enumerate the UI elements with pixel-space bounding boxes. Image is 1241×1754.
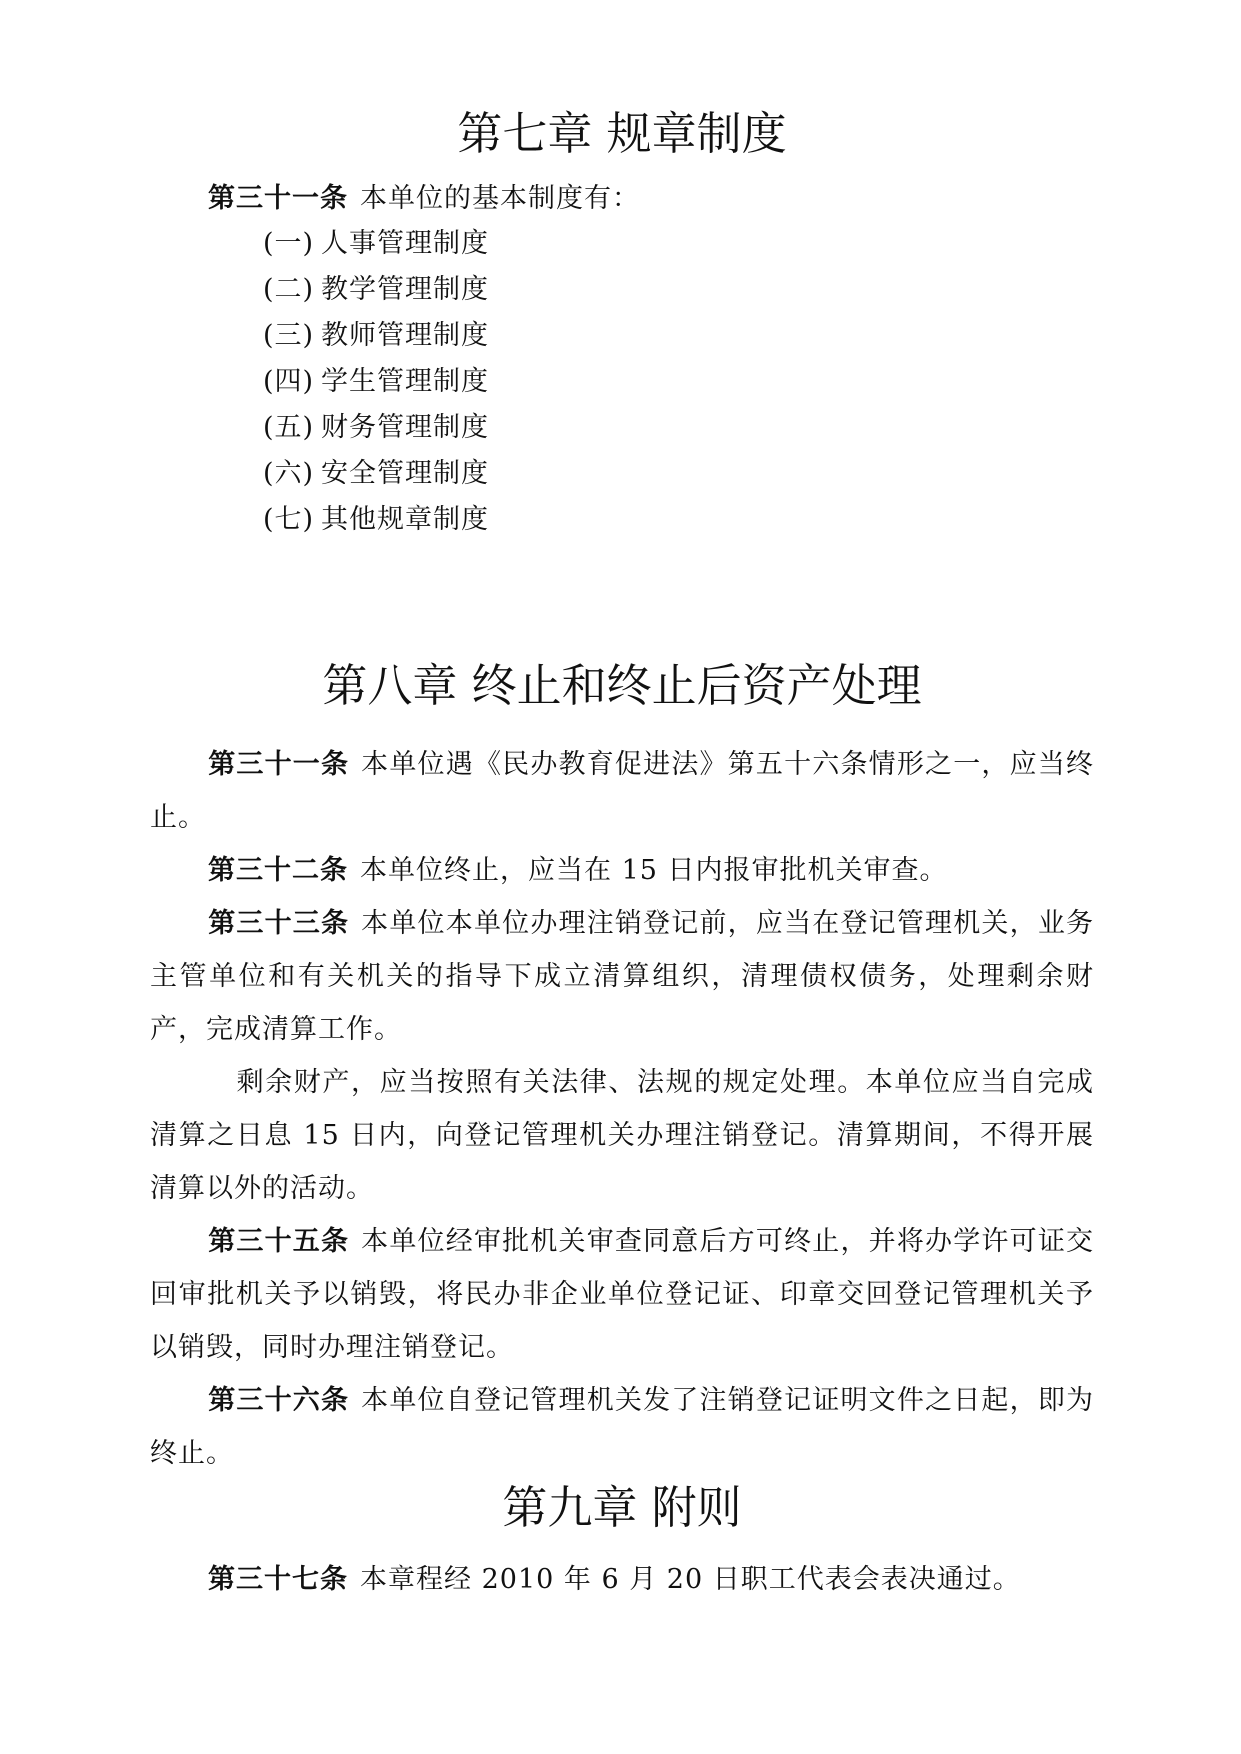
list-item [263, 500, 489, 540]
chapter-8-article-33 [150, 897, 1094, 1056]
article-label: 第三十一条 [208, 183, 348, 214]
chapter-8-article-36 [150, 1374, 1094, 1480]
chapter-8-article-32 [150, 844, 1094, 897]
article-text: 本单位的基本制度有： [360, 183, 640, 214]
chapter-8-article-35 [150, 1215, 1094, 1374]
list-item [263, 362, 489, 402]
article-label: 第三十六条 [208, 1385, 350, 1416]
chapter-8-article-33-continued [150, 1056, 1094, 1215]
article-label: 第三十五条 [208, 1226, 350, 1257]
list-item-text: 其他规章制度 [321, 504, 489, 535]
list-item [263, 454, 489, 494]
list-item [263, 270, 489, 310]
list-item-text: 教学管理制度 [321, 274, 489, 305]
list-item-text: 财务管理制度 [321, 412, 489, 443]
article-text: 本单位遇《民办教育促进法》第五十六条情形之一，应当终止。 [150, 749, 1095, 833]
article-label: 第三十二条 [208, 855, 348, 886]
article-label: 第三十一条 [208, 749, 350, 780]
list-item [263, 224, 489, 264]
list-item-number: (六) [263, 458, 315, 489]
list-item [263, 316, 489, 356]
list-item [263, 408, 489, 448]
article-label: 第三十三条 [208, 908, 350, 939]
document-page [150, 0, 1094, 1754]
list-item-number: (五) [263, 412, 315, 443]
list-item-text: 学生管理制度 [321, 366, 489, 397]
list-item-number: (七) [263, 504, 315, 535]
list-item-number: (一) [263, 228, 315, 259]
paragraph-text: 剩余财产，应当按照有关法律、法规的规定处理。本单位应当自完成清算之日息 15 日内，向登记管理机关办理注销登记。清算期间，不得开展清算以外的活动。 [150, 1067, 1094, 1204]
chapter-9-article-37 [150, 1553, 1094, 1606]
article-text: 本单位自登记管理机关发了注销登记证明文件之日起，即为终止。 [150, 1385, 1095, 1469]
list-item-number: (三) [263, 320, 315, 351]
list-item-number: (二) [263, 274, 315, 305]
chapter-7-article-31 [150, 172, 1094, 225]
list-item-text: 安全管理制度 [321, 458, 489, 489]
list-item-number: (四) [263, 366, 315, 397]
list-item-text: 教师管理制度 [321, 320, 489, 351]
article-label: 第三十七条 [208, 1564, 348, 1595]
chapter-9-title: 第九章 附则 [502, 1481, 742, 1534]
chapter-8-article-31 [150, 738, 1094, 844]
list-item-text: 人事管理制度 [321, 228, 489, 259]
article-text: 本章程经 2010 年 6 月 20 日职工代表会表决通过。 [360, 1564, 1021, 1595]
chapter-7-title: 第七章 规章制度 [457, 107, 787, 160]
article-text: 本单位本单位办理注销登记前，应当在登记管理机关，业务主管单位和有关机关的指导下成立清算组织，清理债权债务，处理剩余财产，完成清算工作。 [150, 908, 1095, 1045]
article-text: 本单位经审批机关审查同意后方可终止，并将办学许可证交回审批机关予以销毁，将民办非企业单位登记证、印章交回登记管理机关予以销毁，同时办理注销登记。 [150, 1226, 1095, 1363]
chapter-8-title: 第八章 终止和终止后资产处理 [322, 659, 922, 712]
article-text: 本单位终止，应当在 15 日内报审批机关审查。 [360, 855, 948, 886]
